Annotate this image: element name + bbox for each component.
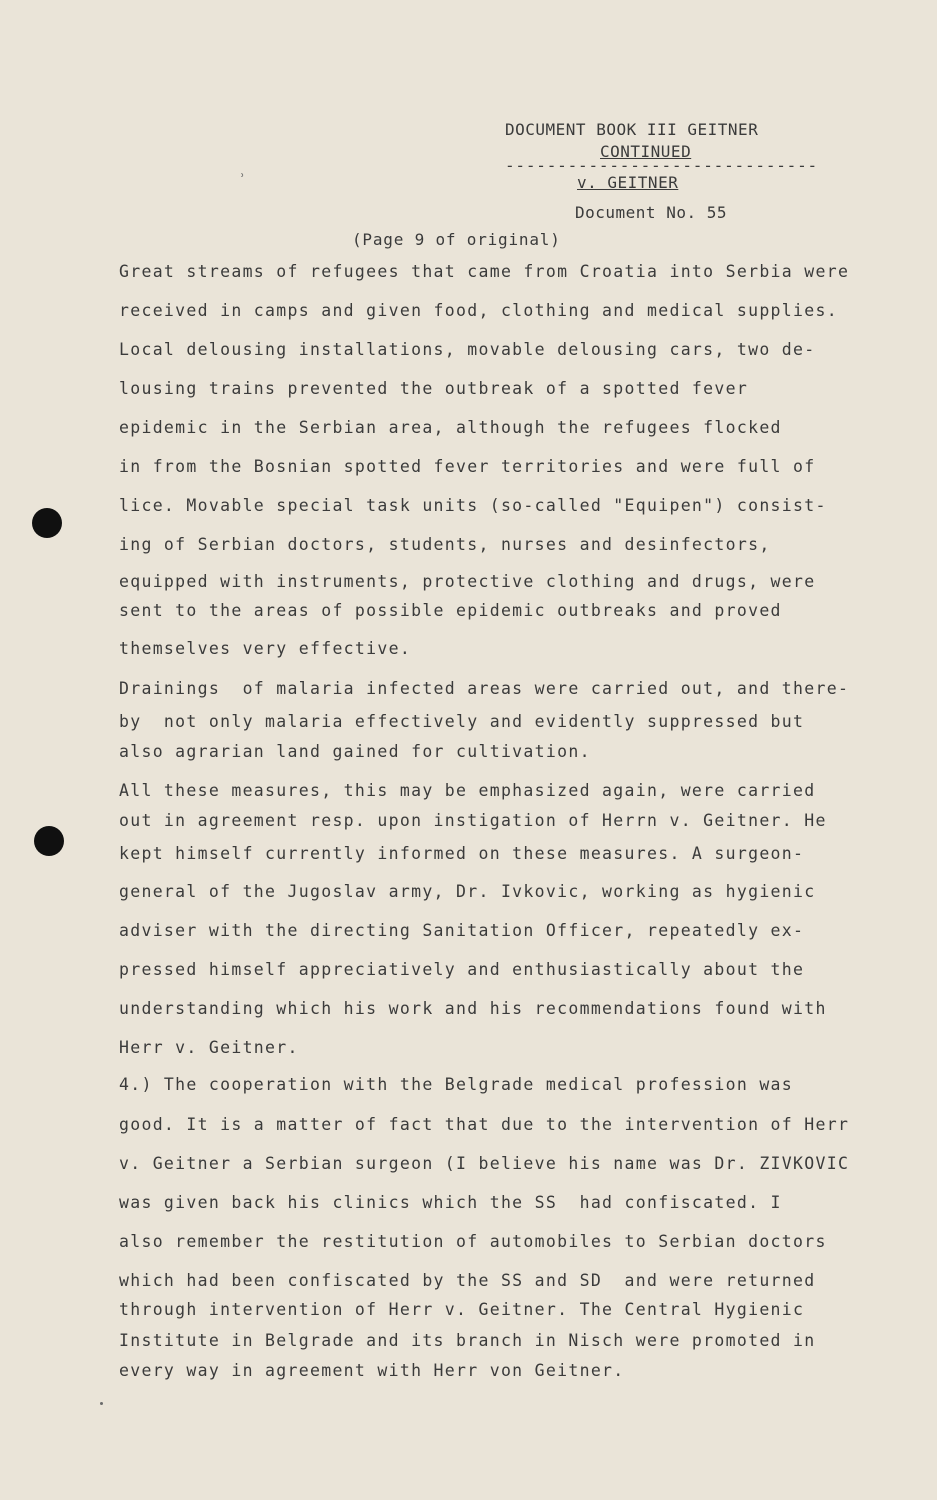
continued-label: CONTINUED — [600, 142, 692, 161]
body-line: Great streams of refugees that came from Croatia into Serbia were — [119, 262, 850, 281]
body-line: was given back his clinics which the SS had confiscated. I — [119, 1193, 782, 1212]
body-line: received in camps and given food, clothing and medical supplies. — [119, 301, 838, 320]
document-book-line: DOCUMENT BOOK III GEITNER — [505, 120, 759, 139]
body-line: in from the Bosnian spotted fever territories and were full of — [119, 457, 816, 476]
body-line: epidemic in the Serbian area, although the refugees flocked — [119, 418, 782, 437]
body-line: All these measures, this may be emphasized again, were carried — [119, 781, 816, 800]
body-line: sent to the areas of possible epidemic outbreaks and proved — [119, 601, 782, 620]
body-line: good. It is a matter of fact that due to the intervention of Herr — [119, 1115, 850, 1134]
body-line: through intervention of Herr v. Geitner. The Central Hygienic — [119, 1300, 805, 1319]
body-line: Institute in Belgrade and its branch in Nisch were promoted in — [119, 1331, 816, 1350]
punch-hole-bottom — [34, 826, 64, 856]
body-line: Local delousing installations, movable delousing cars, two de- — [119, 340, 816, 359]
punch-hole-top — [32, 508, 62, 538]
document-number: Document No. 55 — [575, 203, 727, 222]
body-line: Drainings of malaria infected areas were carried out, and there- — [119, 679, 850, 698]
body-line: which had been confiscated by the SS and SD and were returned — [119, 1271, 816, 1290]
stray-mark: ʾ — [238, 172, 247, 188]
body-line: also agrarian land gained for cultivation. — [119, 742, 591, 761]
body-line: understanding which his work and his recommendations found with — [119, 999, 827, 1018]
defendant-label: v. GEITNER — [577, 173, 679, 192]
body-line: Herr v. Geitner. — [119, 1038, 299, 1057]
body-line: themselves very effective. — [119, 639, 412, 658]
body-line: lousing trains prevented the outbreak of a spotted fever — [119, 379, 749, 398]
body-line: by not only malaria effectively and evidently suppressed but — [119, 712, 805, 731]
body-line: equipped with instruments, protective clothing and drugs, were — [119, 572, 816, 591]
body-line: v. Geitner a Serbian surgeon (I believe his name was Dr. ZIVKOVIC — [119, 1154, 850, 1173]
body-line: 4.) The cooperation with the Belgrade medical profession was — [119, 1075, 794, 1094]
body-line: pressed himself appreciatively and enthusiastically about the — [119, 960, 805, 979]
body-line: ing of Serbian doctors, students, nurses and desinfectors, — [119, 535, 771, 554]
stray-dot — [100, 1402, 103, 1405]
page-reference: (Page 9 of original) — [352, 230, 561, 249]
body-line: also remember the restitution of automobiles to Serbian doctors — [119, 1232, 827, 1251]
body-line: lice. Movable special task units (so-called "Equipen") consist- — [119, 496, 827, 515]
body-line: every way in agreement with Herr von Geitner. — [119, 1361, 625, 1380]
dash-rule: ------------------------------ — [505, 156, 818, 175]
body-line: general of the Jugoslav army, Dr. Ivkovic, working as hygienic — [119, 882, 816, 901]
body-line: adviser with the directing Sanitation Officer, repeatedly ex- — [119, 921, 805, 940]
body-line: kept himself currently informed on these measures. A surgeon- — [119, 844, 805, 863]
body-line: out in agreement resp. upon instigation of Herrn v. Geitner. He — [119, 811, 827, 830]
